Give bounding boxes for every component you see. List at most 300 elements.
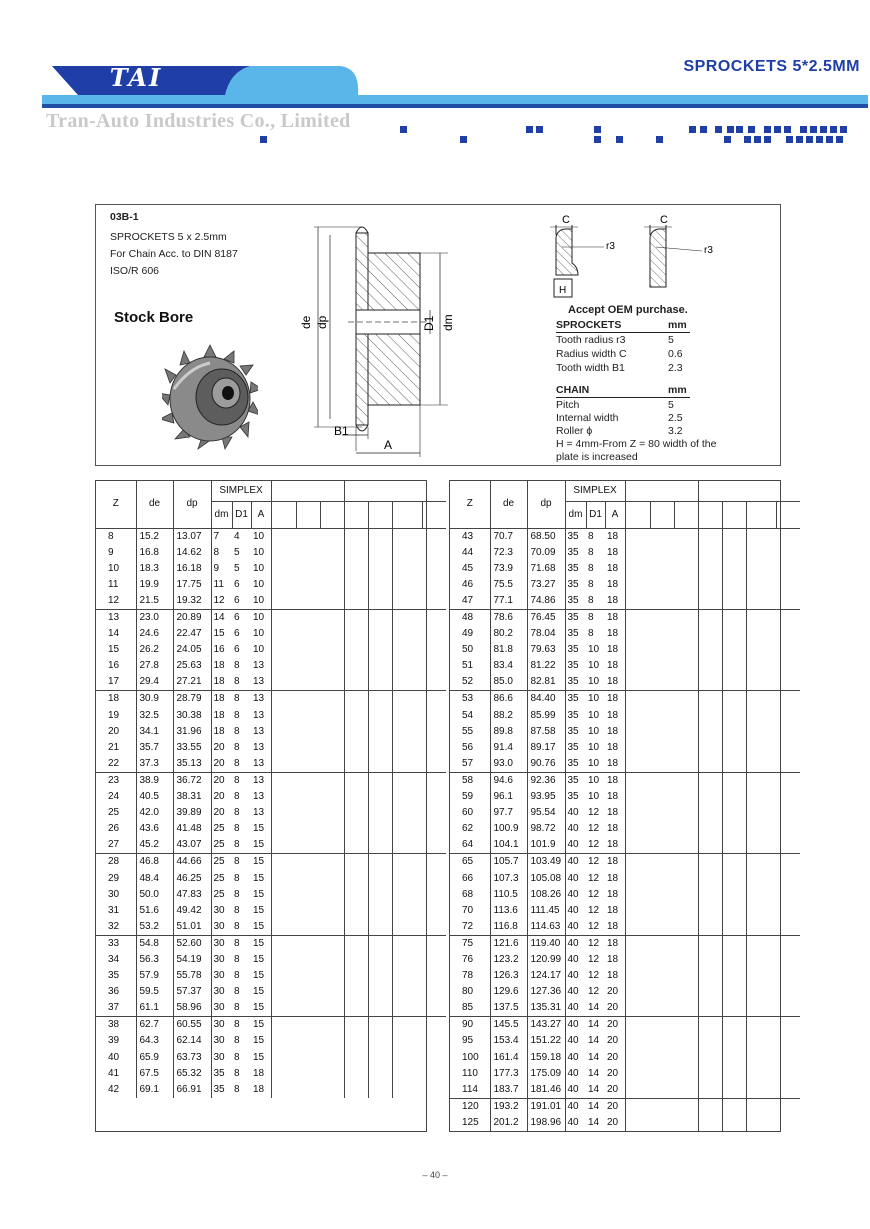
cell-dm: 30 [213, 937, 225, 949]
cell-empty [650, 756, 674, 773]
cell-a: 18 [605, 870, 625, 886]
cell-empty [625, 1000, 650, 1017]
cell-a: 15 [251, 821, 271, 837]
cell-empty [392, 708, 422, 724]
cell-empty [625, 626, 650, 642]
cell-empty [320, 821, 344, 837]
cell-empty [296, 821, 320, 837]
cell-dp: 63.73 [173, 1050, 211, 1066]
col-header-empty [674, 501, 698, 528]
spec-label: Tooth width B1 [556, 362, 625, 374]
table-row [450, 919, 800, 936]
decorative-square [536, 126, 543, 133]
cell-dm: 35 [567, 546, 579, 558]
cell-z: 78 [450, 968, 490, 984]
cell-dm: 20 [213, 774, 225, 786]
cell-d1: 8 [234, 1019, 240, 1031]
table-row [450, 854, 800, 871]
cell-empty [271, 837, 296, 854]
cell-a: 15 [251, 1000, 271, 1017]
cell-empty [650, 1066, 674, 1082]
cell-empty [722, 1115, 746, 1131]
stock-bore-title: Stock Bore [114, 309, 194, 326]
cell-empty [674, 674, 698, 691]
cell-dp: 25.63 [173, 658, 211, 674]
cell-dp: 65.32 [173, 1066, 211, 1082]
cell-d1: 10 [588, 791, 600, 803]
cell-empty [422, 740, 446, 756]
cell-empty [722, 952, 746, 968]
cell-dp: 159.18 [527, 1050, 565, 1066]
cell-d1: 14 [588, 1100, 600, 1112]
cell-empty [776, 691, 800, 708]
table-row [450, 740, 800, 756]
cell-empty [776, 919, 800, 936]
cell-dp: 85.99 [527, 708, 565, 724]
cell-a: 18 [605, 854, 625, 871]
cell-empty [344, 854, 368, 871]
tooth-profile-diagram [542, 211, 732, 303]
cell-z: 59 [450, 789, 490, 805]
cell-empty [776, 854, 800, 871]
cell-empty [344, 984, 368, 1000]
cell-z: 34 [96, 952, 136, 968]
cell-dm: 40 [565, 837, 586, 854]
cell-empty [271, 1000, 296, 1017]
cell-dp: 49.42 [173, 903, 211, 919]
cell-empty [368, 740, 392, 756]
decorative-square [744, 136, 751, 143]
col-header-a: A [605, 501, 625, 528]
cell-z: 31 [96, 903, 136, 919]
cell-empty [776, 984, 800, 1000]
cell-dp: 60.55 [173, 1017, 211, 1034]
cell-empty [674, 805, 698, 821]
cell-empty [776, 789, 800, 805]
cell-dm: 40 [567, 970, 579, 982]
table-row [450, 1033, 800, 1049]
cell-empty [625, 1017, 650, 1034]
cell-empty [344, 609, 368, 626]
logo-swoosh [40, 58, 370, 98]
cell-empty [722, 805, 746, 821]
cell-de: 57.9 [136, 968, 173, 984]
col-header-empty [296, 501, 320, 528]
cell-d1: 14 [588, 1019, 600, 1031]
spec-label: Radius width C [556, 348, 627, 360]
cell-empty [344, 968, 368, 984]
cell-de: 121.6 [490, 935, 527, 952]
cell-empty [674, 789, 698, 805]
table-row [96, 691, 446, 708]
table-row [450, 984, 800, 1000]
col-header-de: de [490, 481, 527, 528]
cell-dm: 14 [213, 612, 225, 624]
cell-d1: 6 [234, 612, 240, 624]
cell-dm: 7 [213, 530, 220, 542]
cell-empty [368, 805, 392, 821]
decorative-square [700, 126, 707, 133]
table-row [96, 658, 446, 674]
cell-de: 80.2 [490, 626, 527, 642]
col-header-empty [698, 501, 722, 528]
cell-a: 18 [605, 642, 625, 658]
cell-dp: 44.66 [173, 854, 211, 871]
cell-empty [776, 642, 800, 658]
cell-empty [296, 854, 320, 871]
cell-empty [271, 1050, 296, 1066]
cell-empty [722, 691, 746, 708]
cell-d1: 10 [586, 756, 605, 773]
cell-empty [344, 674, 368, 691]
cell-empty [320, 756, 344, 773]
cell-dm: 35 [567, 530, 579, 542]
cell-empty [422, 658, 446, 674]
cell-empty [722, 577, 746, 593]
cell-empty [776, 545, 800, 561]
cell-empty [368, 642, 392, 658]
col-header-z: Z [450, 481, 490, 528]
cell-empty [296, 708, 320, 724]
col-header-empty [368, 501, 392, 528]
cell-dm: 18 [213, 693, 225, 705]
cell-empty [368, 854, 392, 871]
cell-empty [746, 903, 776, 919]
cell-a: 15 [251, 968, 271, 984]
cell-dp: 175.09 [527, 1066, 565, 1082]
cell-a: 18 [605, 805, 625, 821]
cell-z: 30 [96, 887, 136, 903]
table-row [96, 984, 446, 1000]
cell-dp: 33.55 [173, 740, 211, 756]
cell-empty [320, 1082, 344, 1098]
cell-empty [746, 1000, 776, 1017]
cell-dp: 82.81 [527, 674, 565, 691]
cell-empty [368, 1082, 392, 1098]
table-row [96, 854, 446, 871]
cell-d1: 8 [232, 674, 251, 691]
table-row [96, 1082, 446, 1098]
cell-empty [674, 968, 698, 984]
cell-z: 62 [450, 821, 490, 837]
cell-empty [296, 805, 320, 821]
cell-dp: 24.05 [173, 642, 211, 658]
cell-dp: 143.27 [527, 1017, 565, 1034]
cell-empty [746, 919, 776, 936]
cell-empty [674, 1050, 698, 1066]
cell-z: 13 [96, 609, 136, 626]
cell-empty [698, 756, 722, 773]
cell-z: 76 [450, 952, 490, 968]
table-row [96, 772, 446, 789]
header-band-dark [42, 104, 868, 108]
cell-empty [674, 642, 698, 658]
cell-z: 45 [450, 561, 490, 577]
cell-d1: 8 [234, 823, 240, 835]
table-row [450, 1098, 800, 1115]
decorative-square [796, 136, 803, 143]
cell-de: 35.7 [136, 740, 173, 756]
cell-empty [296, 1050, 320, 1066]
cell-d1: 12 [588, 937, 600, 949]
cell-de: 19.9 [136, 577, 173, 593]
cell-de: 201.2 [490, 1115, 527, 1131]
cell-empty [271, 984, 296, 1000]
cell-d1: 8 [588, 530, 594, 542]
cell-empty [422, 1000, 446, 1017]
cell-dm: 35 [567, 725, 579, 737]
cell-a: 15 [251, 984, 271, 1000]
cell-empty [746, 870, 776, 886]
cell-dm: 40 [567, 856, 579, 868]
cell-a: 18 [605, 724, 625, 740]
cell-empty [776, 1033, 800, 1049]
cell-empty [344, 561, 368, 577]
cell-z: 15 [96, 642, 136, 658]
cell-empty [422, 593, 446, 610]
sprockets-unit: mm [668, 319, 687, 331]
table-row [450, 609, 800, 626]
cell-empty [722, 626, 746, 642]
cell-empty [368, 919, 392, 936]
cell-de: 126.3 [490, 968, 527, 984]
cell-a: 13 [251, 658, 271, 674]
cell-a: 13 [251, 772, 271, 789]
cell-empty [776, 626, 800, 642]
spec-label: Tooth radius r3 [556, 334, 626, 346]
cell-a: 15 [251, 919, 271, 936]
cell-empty [746, 935, 776, 952]
spec-value: 5 [668, 334, 674, 346]
table-row [450, 642, 800, 658]
cell-a: 18 [605, 968, 625, 984]
cell-empty [344, 919, 368, 936]
cell-empty [625, 789, 650, 805]
cell-empty [722, 756, 746, 773]
cell-empty [776, 903, 800, 919]
cell-dm: 35 [567, 774, 579, 786]
cell-empty [674, 903, 698, 919]
spec-value: 2.3 [668, 362, 683, 374]
cell-d1: 6 [234, 578, 240, 590]
cell-empty [320, 561, 344, 577]
table-row [96, 935, 446, 952]
label-d1: D1 [422, 315, 436, 331]
cell-dm: 40 [567, 1116, 579, 1128]
cell-empty [674, 1033, 698, 1049]
cell-de: 77.1 [490, 593, 527, 610]
cell-d1: 12 [588, 807, 600, 819]
cell-z: 9 [96, 545, 136, 561]
cell-empty [271, 1017, 296, 1034]
cell-empty [674, 609, 698, 626]
cell-dp: 46.25 [173, 870, 211, 886]
cell-empty [296, 1082, 320, 1098]
cell-d1: 8 [234, 741, 240, 753]
label-h: H [559, 285, 567, 296]
cell-dp: 127.36 [527, 984, 565, 1000]
cell-de: 48.4 [136, 870, 173, 886]
cell-empty [625, 708, 650, 724]
cell-empty [296, 674, 320, 691]
cell-de: 50.0 [136, 887, 173, 903]
cell-empty [698, 1115, 722, 1131]
cell-empty [625, 691, 650, 708]
col-header-dp: dp [173, 481, 211, 528]
cell-dm: 30 [213, 986, 225, 998]
decorative-square [748, 126, 755, 133]
cell-empty [746, 772, 776, 789]
cell-z: 32 [96, 919, 136, 936]
cell-empty [746, 626, 776, 642]
cell-empty [271, 626, 296, 642]
cell-empty [296, 561, 320, 577]
cell-empty [368, 756, 392, 773]
table-row [96, 577, 446, 593]
cell-empty [722, 609, 746, 626]
cell-empty [746, 658, 776, 674]
cell-a: 10 [251, 545, 271, 561]
cell-empty [674, 708, 698, 724]
col-header-z: Z [96, 481, 136, 528]
cell-empty [650, 674, 674, 691]
cell-a: 13 [251, 789, 271, 805]
cell-empty [650, 789, 674, 805]
col-header-empty [698, 481, 800, 501]
cell-dp: 84.40 [527, 691, 565, 708]
cell-empty [344, 821, 368, 837]
cell-empty [625, 740, 650, 756]
cell-z: 65 [450, 854, 490, 871]
cell-empty [422, 609, 446, 626]
cell-dm: 40 [567, 823, 579, 835]
cell-empty [776, 1000, 800, 1017]
table-row [450, 789, 800, 805]
cell-empty [625, 968, 650, 984]
cell-z: 39 [96, 1033, 136, 1049]
cell-d1: 6 [234, 628, 240, 640]
cell-a: 10 [251, 626, 271, 642]
chain-heading: CHAIN [556, 384, 590, 396]
cell-z: 55 [450, 724, 490, 740]
table-row [450, 1082, 800, 1099]
spec-code: 03B-1 [110, 211, 139, 223]
cell-d1: 14 [588, 1067, 600, 1079]
cell-dp: 119.40 [527, 935, 565, 952]
cell-empty [392, 789, 422, 805]
cell-z: 40 [96, 1050, 136, 1066]
cell-dm: 20 [213, 807, 225, 819]
cell-de: 29.4 [136, 674, 173, 691]
cell-empty [296, 658, 320, 674]
col-header-empty [271, 501, 296, 528]
cell-empty [625, 545, 650, 561]
cell-empty [722, 984, 746, 1000]
cell-empty [271, 821, 296, 837]
cell-empty [650, 708, 674, 724]
cell-de: 40.5 [136, 789, 173, 805]
company-name: Tran-Auto Industries Co., Limited [46, 110, 351, 132]
cell-empty [722, 772, 746, 789]
cell-empty [650, 740, 674, 756]
cell-empty [625, 952, 650, 968]
cell-empty [392, 561, 422, 577]
table-row [450, 708, 800, 724]
cell-d1: 8 [234, 1051, 240, 1063]
cell-dp: 198.96 [527, 1115, 565, 1131]
cell-empty [344, 935, 368, 952]
cell-dm: 35 [567, 628, 579, 640]
cell-empty [650, 1017, 674, 1034]
cell-empty [674, 984, 698, 1000]
cell-d1: 14 [588, 1051, 600, 1063]
cell-empty [776, 821, 800, 837]
decorative-square [715, 126, 722, 133]
cell-empty [722, 854, 746, 871]
cell-empty [722, 919, 746, 936]
cell-empty [746, 1017, 776, 1034]
cell-empty [320, 968, 344, 984]
cell-empty [650, 1050, 674, 1066]
cell-empty [320, 903, 344, 919]
cell-empty [392, 1033, 422, 1049]
cell-empty [625, 561, 650, 577]
cell-empty [625, 821, 650, 837]
cell-a: 20 [605, 1098, 625, 1115]
cell-de: 193.2 [490, 1098, 527, 1115]
table-row [450, 887, 800, 903]
cell-empty [746, 756, 776, 773]
spec-label: Pitch [556, 399, 580, 411]
cell-empty [674, 935, 698, 952]
cell-de: 56.3 [136, 952, 173, 968]
cell-a: 20 [605, 984, 625, 1000]
cell-z: 46 [450, 577, 490, 593]
cell-a: 18 [605, 919, 625, 936]
cell-empty [422, 691, 446, 708]
cell-empty [650, 593, 674, 610]
cell-d1: 8 [234, 937, 240, 949]
cell-empty [650, 805, 674, 821]
cell-de: 110.5 [490, 887, 527, 903]
cell-dp: 124.17 [527, 968, 565, 984]
cell-empty [625, 593, 650, 610]
cell-empty [698, 691, 722, 708]
cell-empty [422, 952, 446, 968]
cell-z: 90 [450, 1017, 490, 1034]
cell-empty [625, 772, 650, 789]
cell-dp: 92.36 [527, 772, 565, 789]
decorative-square [806, 136, 813, 143]
cell-empty [746, 789, 776, 805]
cell-dm: 35 [213, 1083, 225, 1095]
cell-z: 22 [96, 756, 136, 773]
cell-de: 89.8 [490, 724, 527, 740]
cell-a: 10 [251, 577, 271, 593]
decorative-square [594, 136, 601, 143]
decorative-square [800, 126, 807, 133]
cell-empty [698, 1017, 722, 1034]
cell-z: 23 [96, 772, 136, 789]
col-header-empty [746, 501, 776, 528]
table-row [450, 691, 800, 708]
col-header-d1: D1 [232, 501, 251, 528]
cell-empty [296, 984, 320, 1000]
cell-d1: 10 [588, 660, 600, 672]
cell-empty [296, 577, 320, 593]
cell-dp: 41.48 [173, 821, 211, 837]
cell-dm: 12 [211, 593, 232, 610]
